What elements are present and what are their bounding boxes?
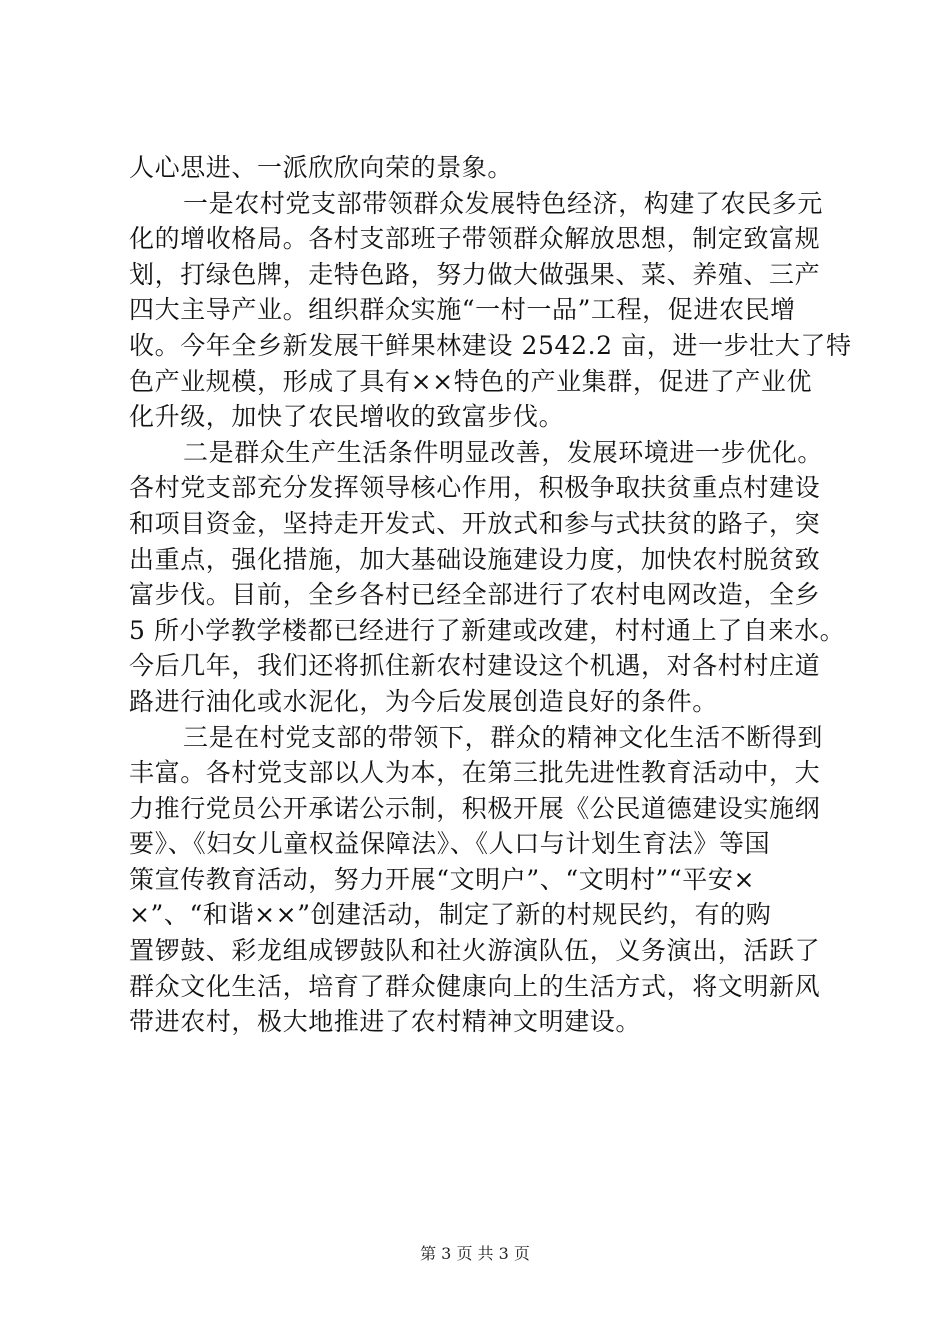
text-line: 带进农村，极大地推进了农村精神文明建设。 bbox=[129, 1007, 642, 1037]
paragraph-first-line: 一是农村党支部带领群众发展特色经济，构建了农民多元 bbox=[183, 188, 824, 218]
text-line: 化的增收格局。各村支部班子带领群众解放思想，制定致富规 bbox=[129, 224, 821, 254]
text-line: 色产业规模，形成了具有××特色的产业集群，促进了产业优 bbox=[129, 366, 813, 396]
text-line: 和项目资金，坚持走开发式、开放式和参与式扶贫的路子，突 bbox=[129, 508, 821, 538]
text-line: 划，打绿色牌，走特色路，努力做大做强果、菜、养殖、三产 bbox=[129, 259, 821, 289]
text-line: 人心思进、一派欣欣向荣的景象。 bbox=[129, 153, 514, 182]
text-line: 四大主导产业。组织群众实施“一村一品”工程，促进农民增 bbox=[129, 295, 796, 325]
text-line: 力推行党员公开承诺公示制，积极开展《公民道德建设实施纲 bbox=[129, 793, 821, 823]
text-line: 丰富。各村党支部以人为本，在第三批先进性教育活动中，大 bbox=[129, 758, 821, 788]
text-line: 路进行油化或水泥化，为今后发展创造良好的条件。 bbox=[129, 686, 718, 716]
text-line: ×”、“和谐××”创建活动，制定了新的村规民约，有的购 bbox=[129, 900, 772, 930]
text-line: 群众文化生活，培育了群众健康向上的生活方式，将文明新风 bbox=[129, 971, 821, 1001]
body-text bbox=[129, 150, 852, 1040]
text-line: 收。今年全乡新发展干鲜果林建设 2542.2 亩，进一步壮大了特 bbox=[129, 330, 852, 360]
text-line: 要》、《妇女儿童权益保障法》、《人口与计划生育法》等国 bbox=[129, 829, 771, 859]
text-line: 化升级，加快了农民增收的致富步伐。 bbox=[129, 402, 565, 432]
text-line: 富步伐。目前，全乡各村已经全部进行了农村电网改造，全乡 bbox=[129, 580, 821, 610]
text-line: 出重点，强化措施，加大基础设施建设力度，加快农村脱贫致 bbox=[129, 544, 821, 574]
paragraph-first-line: 三是在村党支部的带领下，群众的精神文化生活不断得到 bbox=[183, 722, 824, 752]
text-line: 5 所小学教学楼都已经进行了新建或改建，村村通上了自来水。 bbox=[129, 615, 846, 645]
page-footer: 第 3 页 共 3 页 bbox=[420, 1244, 530, 1263]
text-line: 各村党支部充分发挥领导核心作用，积极争取扶贫重点村建设 bbox=[129, 473, 821, 503]
text-line: 策宣传教育活动，努力开展“文明户”、“文明村”“平安× bbox=[129, 864, 756, 894]
text-line: 置锣鼓、彩龙组成锣鼓队和社火游演队伍，义务演出，活跃了 bbox=[129, 936, 821, 966]
paragraph-first-line: 二是群众生产生活条件明显改善，发展环境进一步优化。 bbox=[183, 437, 824, 467]
text-line: 今后几年，我们还将抓住新农村建设这个机遇，对各村村庄道 bbox=[129, 651, 821, 681]
